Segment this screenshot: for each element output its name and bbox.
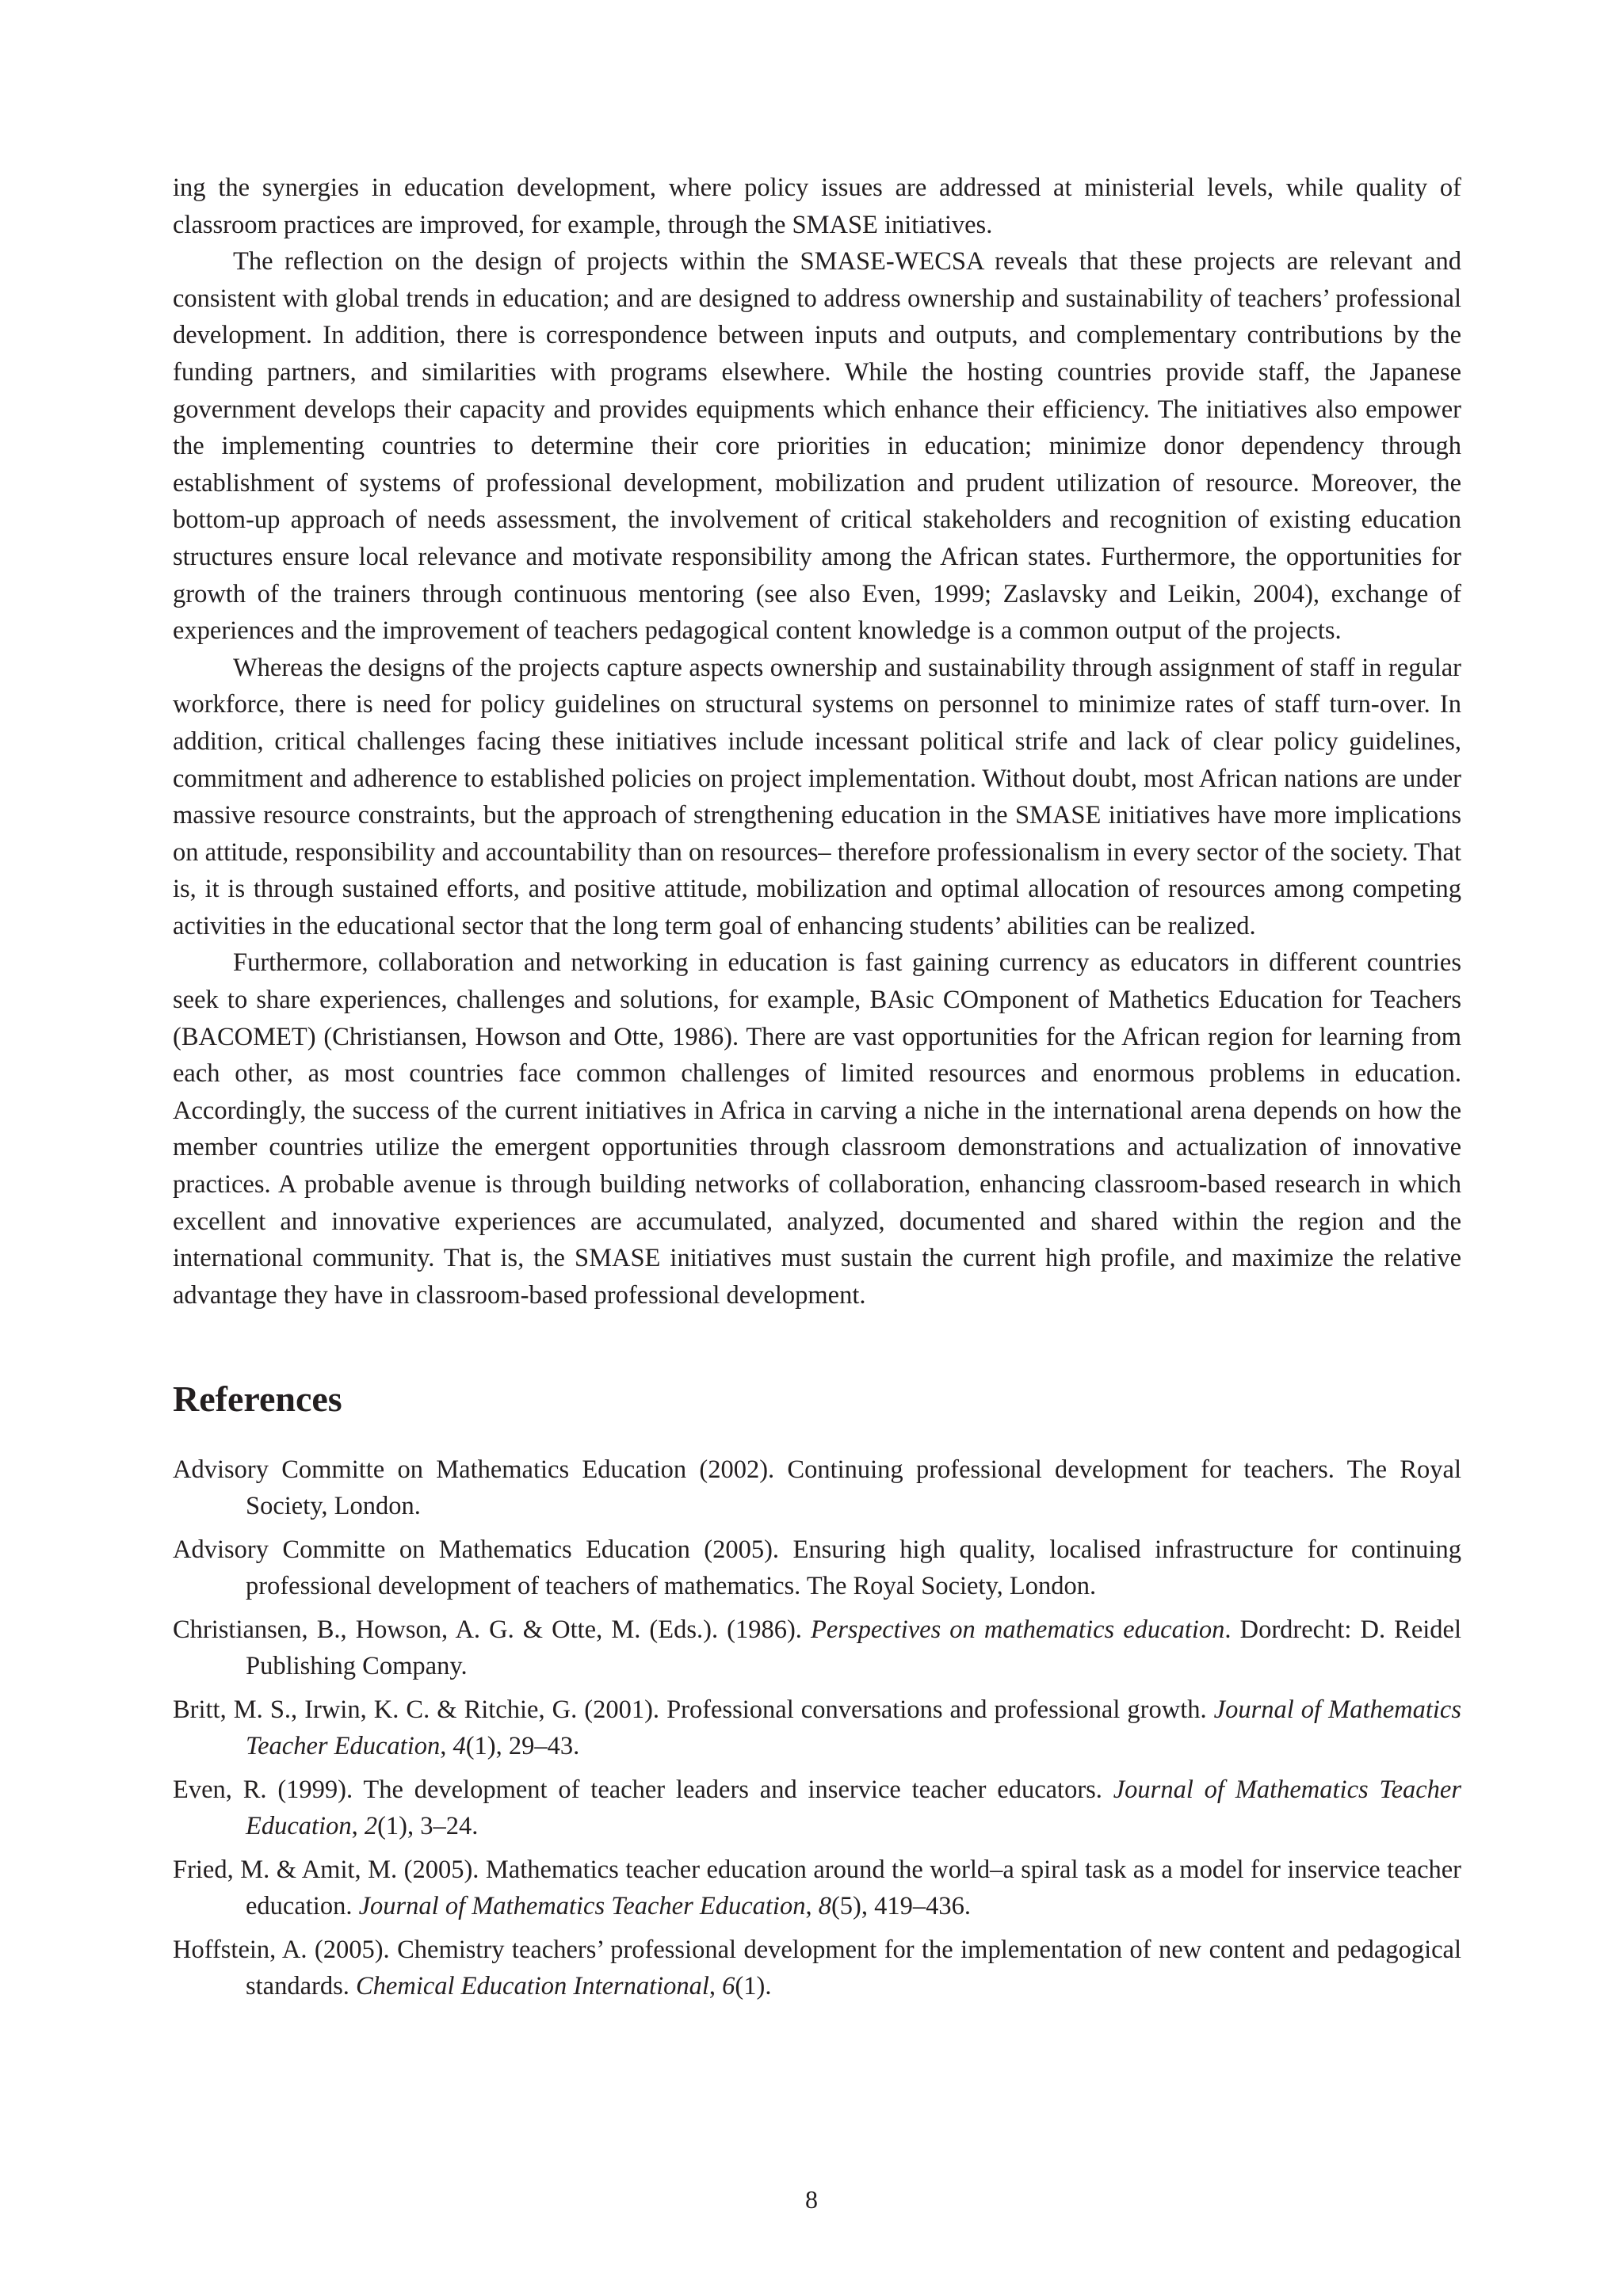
reference-volume: 8 (818, 1892, 831, 1921)
reference-journal: Journal of Mathematics Teacher Education (246, 1695, 1462, 1761)
reference-text: Christiansen, B., Howson, A. G. & Otte, M. (Eds.). (1986). (173, 1615, 811, 1645)
reference-text: . Dordrecht: D. Reidel Publishing Company. (246, 1615, 1461, 1681)
reference-entry (173, 1691, 1461, 1764)
reference-entry (173, 1611, 1461, 1684)
reference-text: Advisory Committe on Mathematics Education (2005). Ensuring high quality, localised infrastructure for continuing professional development of teachers of mathematics. The Royal Society, London. (173, 1535, 1461, 1601)
reference-text: Hoffstein, A. (2005). Chemistry teachers’ professional development for the implementation of new content and pedagogical standards. (173, 1936, 1461, 2001)
body-paragraph: The reflection on the design of projects within the SMASE-WECSA reveals that these projects are relevant and consistent with global trends in education; and are designed to address ownership and sustainability of teachers’ professional development. In addition, there is correspondence between inputs and outputs, and complementary contributions by the funding partners, and similarities with programs elsewhere. While the hosting countries provide staff, the Japanese government develops their capacity and provides equipments which enhance their efficiency. The initiatives also empower the implementing countries to determine their core priorities in education; minimize donor dependency through establishment of systems of professional development, mobilization and prudent utilization of resource. Moreover, the bottom-up approach of needs assessment, the involvement of critical stakeholders and recognition of existing education structures ensure local relevance and motivate responsibility among the African states. Furthermore, the opportunities for growth of the trainers through continuous mentoring (see also Even, 1999; Zaslavsky and Leikin, 2004), exchange of experiences and the improvement of teachers pedagogical content knowledge is a common output of the projects. (173, 247, 1461, 646)
reference-volume: 6 (722, 1972, 735, 2001)
reference-text: , (805, 1892, 819, 1921)
reference-text: Even, R. (1999). The development of teacher leaders and inservice teacher educators. (173, 1775, 1113, 1805)
reference-entry (173, 1772, 1461, 1844)
document-page (173, 170, 1461, 2012)
reference-text: (5), 419–436. (831, 1892, 971, 1921)
body-paragraph-continuation: ing the synergies in education development, where policy issues are addressed at ministerial levels, while quality of classroom practices are improved, for example, through the SMASE initiatives. (173, 174, 1461, 239)
reference-text: (1), 29–43. (465, 1732, 580, 1761)
reference-text: Advisory Committe on Mathematics Education (2002). Continuing professional development for teachers. The Royal Society, London. (173, 1455, 1461, 1521)
body-paragraph: Furthermore, collaboration and networking in education is fast gaining currency as educators in different countries seek to share experiences, challenges and solutions, for example, BAsic COmponent of Mathetics Education for Teachers (BACOMET) (Christiansen, Howson and Otte, 1986). There are vast opportunities for the African region for learning from each other, as most countries face common challenges of limited resources and enormous problems in education. Accordingly, the success of the current initiatives in Africa in carving a niche in the international arena depends on how the member countries utilize the emergent opportunities through classroom demonstrations and actualization of innovative practices. A probable avenue is through building networks of collaboration, enhancing classroom-based research in which excellent and innovative experiences are accumulated, analyzed, documented and shared within the region and the international community. That is, the SMASE initiatives must sustain the current high profile, and maximize the relative advantage they have in classroom-based professional development. (173, 948, 1461, 1310)
page-number: 8 (805, 2185, 818, 2214)
reference-journal: Journal of Mathematics Teacher Education (358, 1892, 806, 1921)
reference-volume: 2 (364, 1812, 378, 1841)
reference-entry (173, 1852, 1461, 1924)
reference-text: Britt, M. S., Irwin, K. C. & Ritchie, G. (2001). Professional conversations and professional growth. (173, 1695, 1214, 1725)
reference-text: , (351, 1812, 365, 1841)
reference-text: (1), 3–24. (377, 1812, 479, 1841)
reference-text: , (440, 1732, 453, 1761)
reference-entry (173, 1531, 1461, 1604)
reference-list (173, 1451, 1461, 2004)
reference-text: Fried, M. & Amit, M. (2005). Mathematics teacher education around the world–a spiral task as a model for inservice teacher education. (173, 1855, 1461, 1921)
reference-text: (1). (735, 1972, 772, 2001)
reference-journal: Journal of Mathematics Teacher Education (246, 1775, 1461, 1841)
reference-text: , (708, 1972, 723, 2001)
reference-entry (173, 1932, 1461, 2004)
reference-title: Perspectives on mathematics education (811, 1615, 1225, 1645)
body-paragraph: Whereas the designs of the projects capture aspects ownership and sustainability through assignment of staff in regular workforce, there is need for policy guidelines on structural systems on personnel to minimize rates of staff turn-over. In addition, critical challenges facing these initiatives include incessant political strife and lack of clear policy guidelines, commitment and adherence to established policies on project implementation. Without doubt, most African nations are under massive resource constraints, but the approach of strengthening education in the SMASE initiatives have more implications on attitude, responsibility and accountability than on resources– therefore professionalism in every sector of the society. That is, it is through sustained efforts, and positive attitude, mobilization and optimal allocation of resources among competing activities in the educational sector that the long term goal of enhancing students’ abilities can be realized. (173, 653, 1461, 940)
reference-entry (173, 1451, 1461, 1524)
reference-journal: Chemical Education International (356, 1972, 709, 2001)
references-heading: References (173, 1379, 342, 1420)
reference-volume: 4 (453, 1732, 466, 1761)
